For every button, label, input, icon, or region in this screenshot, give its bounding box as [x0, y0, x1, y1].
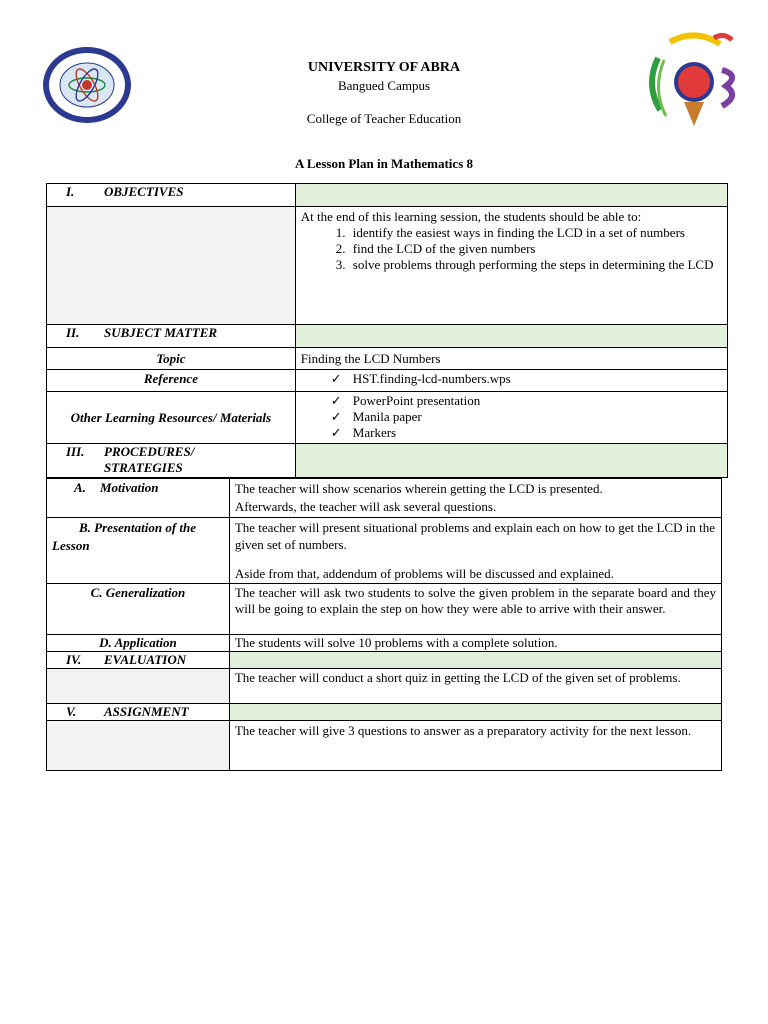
objectives-intro: At the end of this learning session, the students should be able to: — [300, 209, 642, 224]
check-icon: ✓ — [330, 425, 342, 440]
resource-item: ✓ Manila paper — [330, 409, 422, 424]
check-icon: ✓ — [330, 393, 342, 408]
objective-item: 1. identify the easiest ways in finding the LCD in a set of numbers — [349, 225, 722, 241]
presentation-text: The teacher will present situational problems and explain each on how to get the LCD in the given set of numbers. Aside from that, addendum of problems will be discussed and explained. — [229, 518, 721, 584]
application-text: The students will solve 10 problems with a complete solution. — [229, 635, 721, 652]
section-subject-matter-fill — [295, 325, 727, 348]
objective-item: 2. find the LCD of the given numbers — [349, 241, 722, 257]
reference-value-cell — [295, 370, 727, 392]
resources-label: Other Learning Resources/ Materials — [47, 392, 296, 444]
section-subject-matter-label: II. SUBJECT MATTER — [47, 325, 296, 348]
application-label: D. Application — [47, 635, 230, 652]
resources-cell — [295, 392, 727, 444]
section-assignment-label: V. ASSIGNMENT — [47, 704, 230, 721]
check-icon: ✓ — [330, 409, 342, 424]
motivation-label: A. Motivation — [47, 479, 230, 518]
objectives-list — [301, 225, 722, 273]
evaluation-text: The teacher will conduct a short quiz in getting the LCD of the given set of problems. — [229, 669, 721, 704]
generalization-label: C. Generalization — [47, 584, 230, 635]
evaluation-label-cell — [47, 669, 230, 704]
generalization-text: The teacher will ask two students to solve the given problem in the separate board and they will be going to explain the step on how they were able to arrive with their answer. — [229, 584, 721, 635]
section-evaluation-label: IV. EVALUATION — [47, 652, 230, 669]
section-objectives-label: I. OBJECTIVES — [47, 184, 296, 207]
assignment-text: The teacher will give 3 questions to answer as a preparatory activity for the next lesson. — [229, 721, 721, 771]
lesson-plan-upper-table — [46, 183, 728, 478]
resource-item: ✓ PowerPoint presentation — [330, 393, 481, 408]
section-procedures-label: III. PROCEDURES/ STRATEGIES — [47, 444, 296, 478]
section-procedures-fill — [295, 444, 727, 478]
lesson-plan-lower-table — [46, 478, 722, 771]
college-name: College of Teacher Education — [306, 111, 462, 126]
assignment-label-cell — [47, 721, 230, 771]
section-objectives-fill — [295, 184, 727, 207]
check-icon: ✓ — [330, 371, 342, 386]
topic-value: Finding the LCD Numbers — [295, 348, 727, 370]
objectives-label-cell — [47, 207, 296, 325]
lesson-plan-title: A Lesson Plan in Mathematics 8 — [294, 156, 474, 171]
campus-name: Bangued Campus — [337, 78, 431, 93]
resource-item: ✓ Markers — [330, 425, 397, 440]
topic-label: Topic — [47, 348, 296, 370]
objective-item: 3. solve problems through performing the steps in determining the LCD — [349, 257, 722, 273]
university-name: UNIVERSITY OF ABRA — [307, 60, 461, 75]
section-assignment-fill — [229, 704, 721, 721]
motivation-text: The teacher will show scenarios wherein getting the LCD is presented. Afterwards, the teacher will ask several questions. — [229, 479, 721, 518]
presentation-label: B. Presentation of the Lesson — [47, 518, 230, 584]
reference-label: Reference — [47, 370, 296, 392]
reference-item: ✓ HST.finding-lcd-numbers.wps — [330, 371, 511, 386]
section-evaluation-fill — [229, 652, 721, 669]
objectives-content — [295, 207, 727, 325]
